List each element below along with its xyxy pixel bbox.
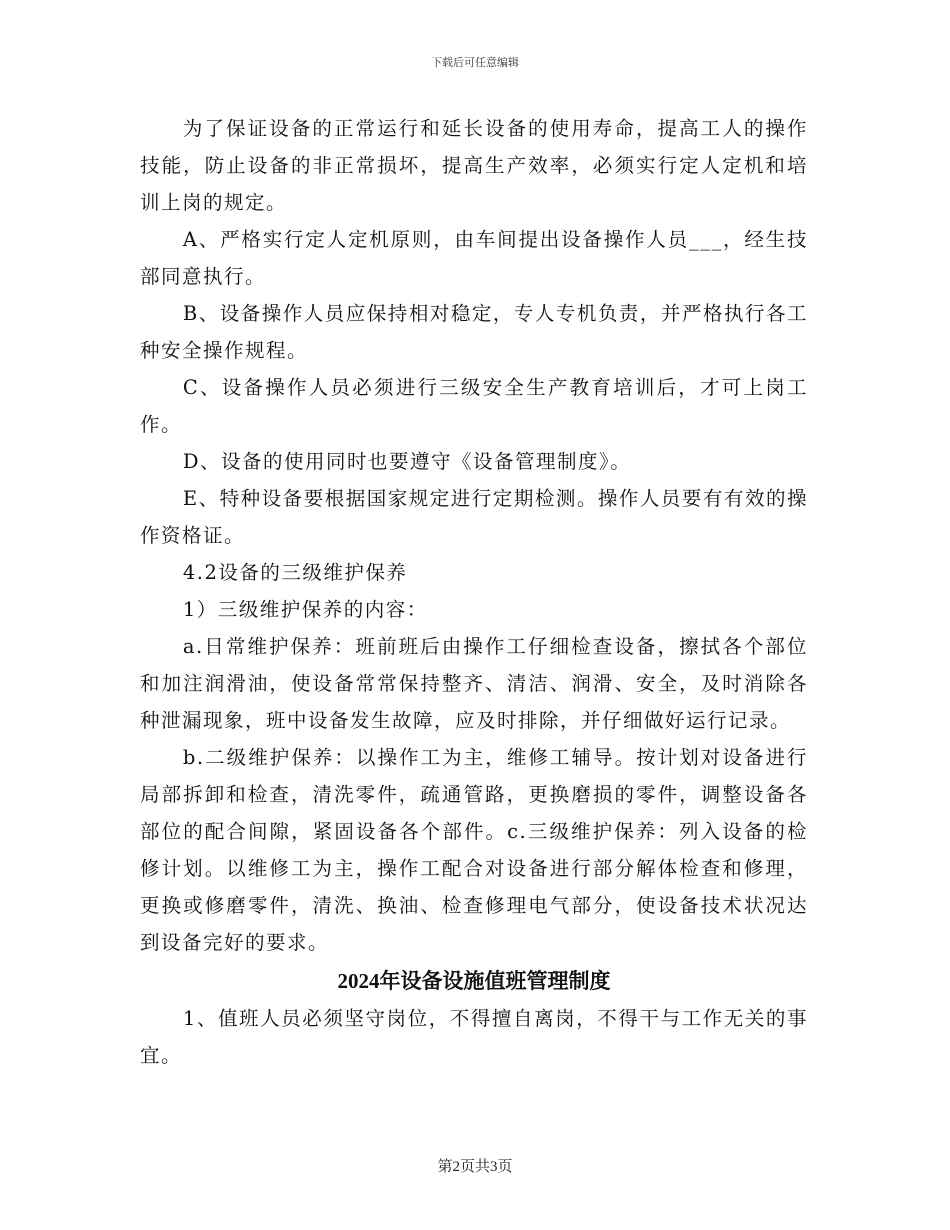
rule-e-paragraph: E、特种设备要根据国家规定进行定期检测。操作人员要有有效的操作资格证。 (140, 487, 808, 547)
secondary-maintenance-paragraph: b.二级维护保养：以操作工为主，维修工辅导。按计划对设备进行局部拆卸和检查，清洗零件，疏通管路，更换磨损的零件，调整设备各部位的配合间隙，紧固设备各个部件。c.三级维护保养：列入设备的检修计划。以维修工为主，操作工配合对设备进行部分解体检查和修理，更换或修磨零件，清洗、换油、检查修理电气部分，使设备技术状况达到设备完好的要求。 (140, 746, 808, 954)
document-body (140, 110, 808, 1074)
page-number: 第2页共3页 (437, 1159, 513, 1175)
duty-rule-1-paragraph: 1、值班人员必须坚守岗位，不得擅自离岗，不得干与工作无关的事宜。 (140, 1007, 808, 1067)
rule-d-paragraph: D、设备的使用同时也要遵守《设备管理制度》。 (182, 450, 632, 473)
rule-a-paragraph: A、严格实行定人定机原则，由车间提出设备操作人员___，经生技部同意执行。 (140, 228, 808, 288)
rule-c-paragraph: C、设备操作人员必须进行三级安全生产教育培训后，才可上岗工作。 (140, 376, 808, 436)
daily-maintenance-paragraph: a.日常维护保养：班前班后由操作工仔细检查设备，擦拭各个部位和加注润滑油，使设备常常保持整齐、清洁、润滑、安全，及时消除各种泄漏现象，班中设备发生故障，应及时排除，并仔细做好运行记录。 (140, 635, 808, 732)
intro-paragraph: 为了保证设备的正常运行和延长设备的使用寿命，提高工人的操作技能，防止设备的非正常损坏，提高生产效率，必须实行定人定机和培训上岗的规定。 (140, 117, 808, 214)
subsection-heading: 4.2设备的三级维护保养 (182, 561, 408, 584)
rule-b-paragraph: B、设备操作人员应保持相对稳定，专人专机负责，并严格执行各工种安全操作规程。 (140, 302, 808, 362)
section-title: 2024年设备设施值班管理制度 (337, 969, 611, 993)
page-header-note: 下载后可任意编辑 (431, 56, 519, 69)
maintenance-content-heading: 1）三级维护保养的内容： (182, 598, 428, 621)
